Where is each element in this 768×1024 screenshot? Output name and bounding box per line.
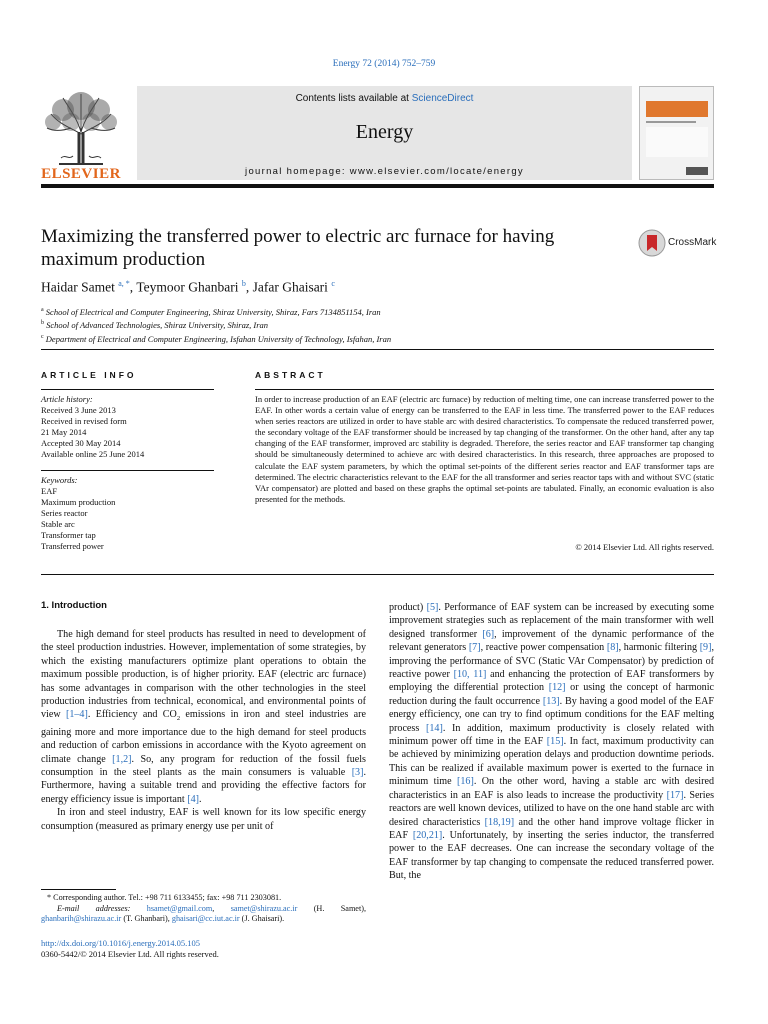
keyword: Transferred power [41,541,104,551]
citation-link[interactable]: [14] [425,722,443,734]
crossmark-badge[interactable] [638,229,718,261]
text-run: emissions in iron and steel industries are gaining more and more importance due to the high demand for steel products and reduction of carbon emissions in accordance with the Kyoto agreement on climate change [41,709,366,765]
text-run: . In addition, maximum productivity is closely related with minimum power off time in the EAF [389,722,714,748]
citation-link[interactable]: [1,2] [112,753,132,765]
citation-link[interactable]: [13] [542,695,560,707]
history-item: Accepted 30 May 2014 [41,438,121,448]
citation-link[interactable]: [5] [426,602,439,613]
text-run: . Furthermore, having a suitable trend and providing the effective factors for energy efficiency issue is important [41,767,366,805]
affiliation [41,305,714,318]
affil-mark: c [41,333,44,340]
keyword: Series reactor [41,508,88,518]
email-link[interactable]: hsamet@gmail.com [146,903,213,913]
text-run: and the other hand improve voltage flicker in EAF [389,816,714,841]
email-suffix: (T. Ghanbari), [121,914,172,923]
author-affil-mark[interactable]: c [331,279,335,288]
cover-subtitle-line [646,121,696,123]
text-run: . By having a good model of the EAF energy efficiency, one can try to find optimum conditions for the EAF melting process [389,695,714,734]
text-run: The high demand for steel products has resulted in need to development of the steel production industries. However, implementation of some strategies, by which the existing manufacturers optimize plant operations to obtain the maximum possible production, is of higher priority. EAF (electric arc furnace) has some advantages in comparison with the other technologies in the steel production industries from technical, economical, and environmental points of view [41,629,366,721]
citation-link[interactable]: [12] [548,682,566,694]
paragraph [41,806,366,833]
author-affil-mark[interactable]: a, * [118,279,130,288]
text-run: . Unfortunately, by inserting the series inductor, the transferred power to the EAF decreases. One can increase the secondary voltage of the EAF transformer by tap changing to compensate the reduced transferred power. But, the [389,829,714,882]
abstract-text: In order to increase production of an EAF (electric arc furnace) by reduction of melting time, one can increase transferred power to the EAF. In other words a certain value of energy can be transferred to the EAF in less time. The transferred power to the EAF reduces when series reactors are utilized in order to have stable arc with desired characteristics. To compensate the reduced transferred power, the secondary voltage of the EAF transformer should be increased by tap changing of the transformer. On the other hand, after any tap changing of the EAF transformer, improved arc stability is degraded. Therefore, the series reactor and EAF transformer tap changing should be simultaneously determined to achieve arc with desired characteristics. In this research, three approaches are proposed to calculate the EAF system parameters, by which the optimal set-points of the different series reactor and EAF transformer taps are determined. The electric characteristics relevant to the EAF for the all transformer and series reactor taps with and without SVC (static VAr compensator) are plotted and based on these graphs the optimal set-points are tabulated. Finally, an economic evaluation is also presented for the methods. [255,394,714,504]
article-info-heading: ARTICLE INFO [41,370,137,380]
citation-link[interactable]: [16] [457,776,474,788]
section-heading: 1. Introduction [41,600,107,611]
abstract-rule [255,389,714,390]
footnote [41,893,366,925]
text-run: . Performance of EAF system can be increased by executing some improvement strategies such as replacement of the main transformer with well designed transformer [389,602,714,640]
keywords-rule [41,470,214,471]
cover-title-band [646,101,708,117]
text-run: , improvement of the dynamic performance of the relevant generators [389,628,714,654]
journal-cover-thumbnail [639,86,714,180]
cover-publisher-mark [686,167,708,175]
keywords-label: Keywords: [41,475,78,485]
citation-link[interactable]: [7] [468,642,481,654]
author-name[interactable]: Jafar Ghaisari [252,279,328,295]
body-column-right [389,601,714,883]
citation-link[interactable]: [18,19] [484,816,515,828]
citation-link[interactable]: [3] [351,767,364,779]
citation-link[interactable]: [8] [606,642,619,654]
article-info-rule [41,389,214,390]
text-run: , reactive power compensation [480,642,607,654]
body-column-left [41,628,366,833]
subscript: 2 [176,715,181,723]
doi-link[interactable]: http://dx.doi.org/10.1016/j.energy.2014.05.105 [41,938,200,948]
affiliation [41,332,714,345]
email-suffix: (J. Ghaisari). [239,914,285,923]
email-suffix: (H. Samet), [297,903,366,913]
text-run: and enhancing the protection of EAF transformers by employing the differential protection [389,669,714,694]
author-name[interactable]: Haidar Samet [41,279,115,295]
affiliation [41,318,714,331]
citation-link[interactable]: [17] [666,789,684,801]
contents-prefix: Contents lists available at [295,93,412,104]
email-link[interactable]: samet@shirazu.ac.ir [230,903,298,913]
citation-link[interactable]: [10, 11] [453,669,487,681]
keywords [41,475,214,552]
citation-link[interactable]: [20,21] [412,829,443,841]
author-name[interactable]: Teymoor Ghanbari [136,279,239,295]
crossmark-label: CrossMark [668,237,717,248]
issn-line: 0360-5442/© 2014 Elsevier Ltd. All rights reserved. [41,949,219,959]
abstract-copyright: © 2014 Elsevier Ltd. All rights reserved. [575,542,714,552]
text-run: or using the concept of harmonic reduction during the fault occurrence [389,682,714,707]
email-link[interactable]: ghaisari@cc.iut.ac.ir [171,914,240,923]
text-run: . Series reactors are well known devices, utilized to have on the one hand stable arc with desired characteristics [389,789,715,828]
affil-mark: a [41,307,44,313]
keyword: Transformer tap [41,530,96,540]
section-divider [41,349,714,350]
history-item: Received in revised form [41,416,127,426]
author-separator: , [245,279,253,295]
paragraph [389,601,714,883]
keyword: Stable arc [41,519,75,529]
citation-link[interactable]: [6] [482,628,495,640]
author-affil-mark[interactable]: b [241,279,246,288]
elsevier-wordmark: ELSEVIER [41,166,121,182]
citation-link[interactable]: [4] [187,793,200,805]
keyword: EAF [41,486,58,496]
affil-text: Department of Electrical and Computer Engineering, Isfahan University of Technology, Isfahan, Iran [43,333,392,344]
affil-text: School of Electrical and Computer Engineering, Shiraz University, Shiraz, Fars 7134851154, Iran [43,306,381,317]
cover-body [646,127,708,157]
paragraph [41,628,366,806]
author-separator: , [129,279,137,295]
text-run: . On the other word, having a stable arc with desired characteristics in an EAF is also leads to increase the productivity [389,776,715,801]
footnote-rule [41,889,116,890]
citation-link[interactable]: [15] [546,736,564,748]
citation-link[interactable]: [9] [699,642,712,654]
affil-text: School of Advanced Technologies, Shiraz University, Shiraz, Iran [44,320,269,331]
text-run: . [199,793,202,805]
author-list [41,279,335,296]
article-history [41,394,214,460]
text-run: , improving the performance of SVC (Static VAr Compensator) by prediction of reactive power [389,642,714,681]
abstract-heading: ABSTRACT [255,370,326,380]
sciencedirect-link[interactable]: ScienceDirect [411,93,474,104]
history-item: Received 3 June 2013 [41,405,116,415]
body-divider [41,574,714,575]
keyword: Maximum production [41,497,116,507]
article-title: Maximizing the transferred power to electric arc furnace for having maximum production [41,226,555,270]
text-run: . So, any program for reduction of the fossil fuels consumption in the steel plants as the main consumers is valuable [41,753,366,779]
text-run: product) [389,602,427,613]
history-item: 21 May 2014 [41,427,87,437]
journal-homepage[interactable]: journal homepage: www.elsevier.com/locate/energy [245,166,524,177]
text-run: In iron and steel industry, EAF is well known for its low specific energy consumption (measured as primary energy use per unit of [41,807,366,832]
history-label: Article history: [41,394,93,404]
citation-link[interactable]: [1–4] [65,709,88,721]
history-item: Available online 25 June 2014 [41,449,145,459]
affiliations [41,305,714,345]
email-label: E-mail addresses: [57,903,147,913]
email-line [41,904,366,925]
text-run: . Efficiency and CO [87,709,177,721]
crossmark-icon [638,229,666,257]
journal-title: Energy [355,121,414,143]
journal-citation[interactable]: Energy 72 (2014) 752–759 [332,59,436,69]
email-link[interactable]: ghanbarih@shirazu.ac.ir [41,914,122,923]
affil-mark: b [41,320,44,327]
email-suffix: , [212,903,231,913]
header-divider [41,184,714,188]
corresponding-author: * Corresponding author. Tel.: +98 711 6133455; fax: +98 711 2303081. [47,893,282,902]
text-run: . In fact, maximum productivity can be achieved by minimizing operation delays and production downtime periods. This can be realized if available maximum power is exerted to the furnace in minimum time [389,736,714,788]
text-run: , harmonic filtering [618,642,700,654]
contents-line [137,93,632,104]
